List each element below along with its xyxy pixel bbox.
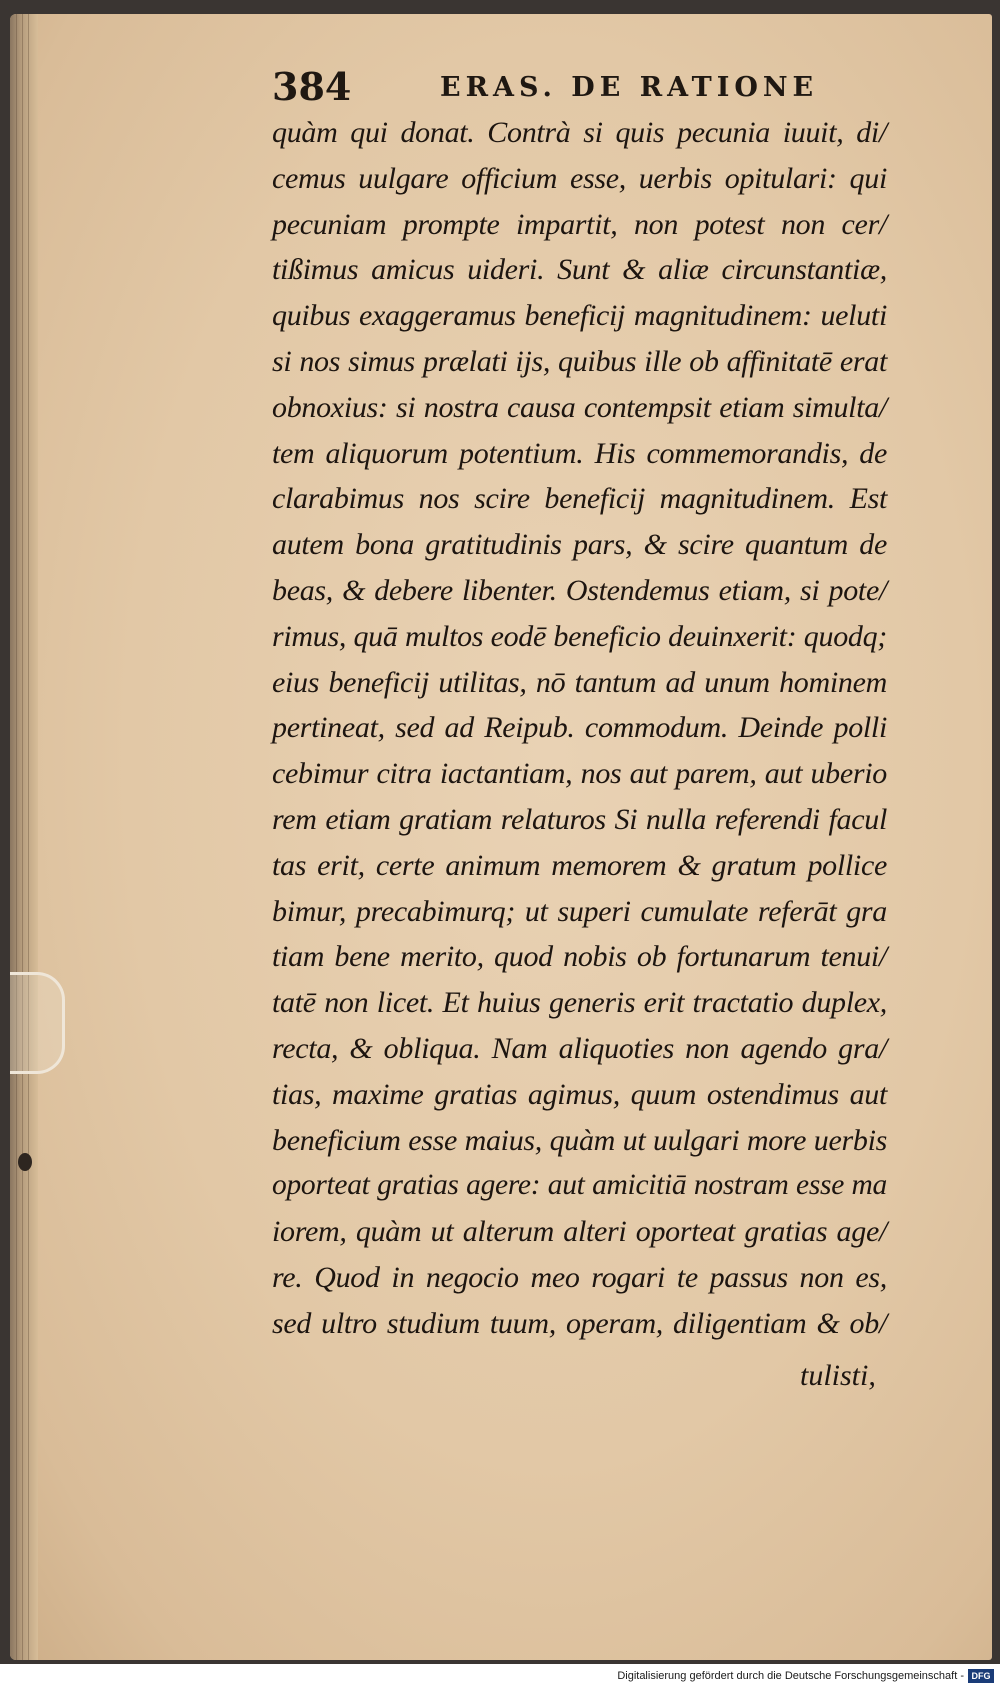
text-line: quàm qui donat. Contrà si quis pecunia iuuit, di/ bbox=[272, 116, 887, 149]
folio-number: 384 bbox=[272, 64, 352, 109]
text-line: bimur, precabimurq; ut superi cumulate referāt gra bbox=[272, 894, 887, 928]
text-line: sed ultro studium tuum, operam, diligentiam & ob/ bbox=[272, 1306, 887, 1340]
dfg-logo-icon: DFG bbox=[968, 1669, 994, 1683]
text-line: tias, maxime gratias agimus, quum ostendimus aut bbox=[272, 1077, 887, 1111]
text-line: pertineat, sed ad Reipub. commodum. Deinde polli bbox=[272, 711, 887, 745]
text-line: tißimus amicus uideri. Sunt & aliæ circunstantiæ, bbox=[272, 253, 887, 287]
text-line: beneficium esse maius, quàm ut uulgari more uerbis bbox=[272, 1123, 887, 1157]
binding-pin bbox=[18, 1153, 32, 1171]
running-head: ERAS. DE RATIONE bbox=[440, 72, 819, 103]
page-clip-tab bbox=[10, 972, 65, 1074]
text-line: iorem, quàm ut alterum alteri oporteat gratias age/ bbox=[272, 1215, 887, 1249]
text-line: re. Quod in negocio meo rogari te passus non es, bbox=[272, 1260, 887, 1294]
text-line: tas erit, certe animum memorem & gratum pollice bbox=[272, 848, 887, 882]
text-line: si nos simus prælati ijs, quibus ille ob affinitatē erat bbox=[272, 344, 887, 378]
footer-bar bbox=[0, 1664, 1000, 1690]
page-edge-line bbox=[16, 14, 17, 1660]
text-line: rem etiam gratiam relaturos Si nulla referendi facul bbox=[272, 802, 887, 836]
text-block bbox=[272, 110, 887, 1347]
book-page bbox=[10, 14, 992, 1660]
text-line: oporteat gratias agere: aut amicitiā nostram esse ma bbox=[272, 1169, 887, 1202]
text-line: clarabimus nos scire beneficij magnitudinem. Est bbox=[272, 482, 887, 516]
text-line: obnoxius: si nostra causa contempsit etiam simulta/ bbox=[272, 390, 887, 424]
page-gutter bbox=[10, 14, 38, 1660]
text-line: cemus uulgare officium esse, uerbis opitulari: qui bbox=[272, 161, 887, 195]
text-line: beas, & debere libenter. Ostendemus etiam, si pote/ bbox=[272, 573, 887, 607]
text-line: tem aliquorum potentium. His commemorandis, de bbox=[272, 436, 887, 470]
text-line: tiam bene merito, quod nobis ob fortunarum tenui/ bbox=[272, 940, 887, 974]
page-edge-line bbox=[28, 14, 29, 1660]
text-line: eius beneficij utilitas, nō tantum ad unum hominem bbox=[272, 665, 887, 699]
text-line: recta, & obliqua. Nam aliquoties non agendo gra/ bbox=[272, 1031, 887, 1065]
text-line: cebimur citra iactantiam, nos aut parem, aut uberio bbox=[272, 757, 887, 791]
text-line: tatē non licet. Et huius generis erit tractatio duplex, bbox=[272, 986, 887, 1020]
catchword: tulisti, bbox=[800, 1359, 876, 1392]
text-line: rimus, quā multos eodē beneficio deuinxerit: quodq; bbox=[272, 619, 887, 653]
text-line: quibus exaggeramus beneficij magnitudinem: ueluti bbox=[272, 299, 887, 333]
text-line: autem bona gratitudinis pars, & scire quantum de bbox=[272, 528, 887, 562]
text-line: pecuniam prompte impartit, non potest non cer/ bbox=[272, 207, 887, 241]
page-edge-line bbox=[22, 14, 23, 1660]
funding-credit: Digitalisierung gefördert durch die Deutsche Forschungsgemeinschaft - bbox=[617, 1670, 964, 1682]
page-header bbox=[272, 64, 852, 110]
